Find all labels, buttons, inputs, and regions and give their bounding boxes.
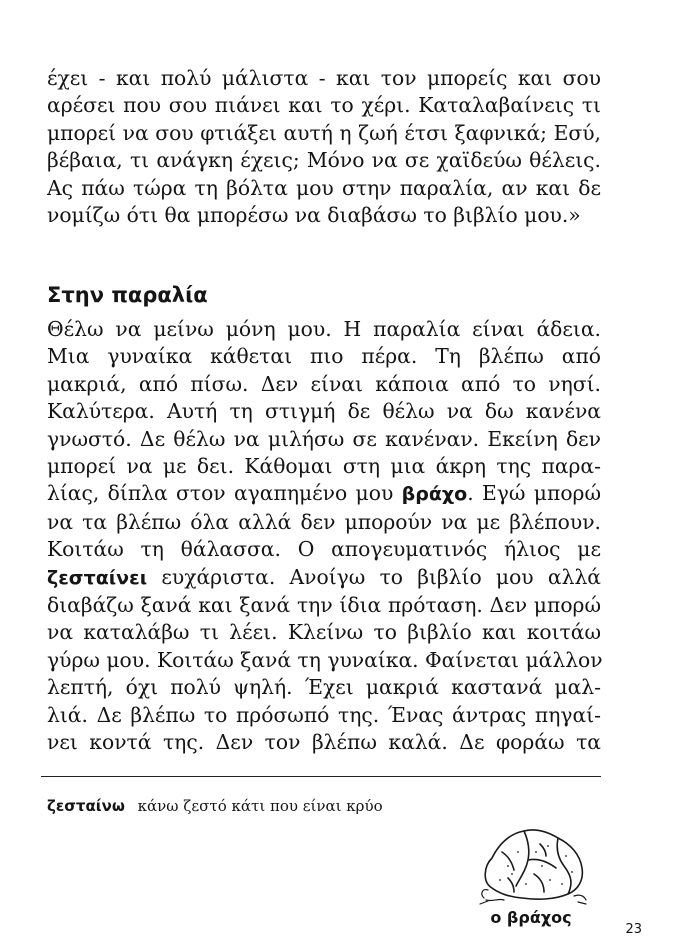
keyword-zestainei: ζεσταίνει xyxy=(47,566,148,589)
glossary-entry xyxy=(47,796,383,816)
illustration-caption: ο βράχος xyxy=(490,908,572,927)
text-line: να τα βλέπω όλα αλλά δεν μπορούν να με βλέπουν. xyxy=(47,509,601,534)
text-line: γνωστό. Δε θέλω να μιλήσω σε κανέναν. Εκείνη δεν xyxy=(47,426,601,451)
text-line: μπορεί να σου φτιάξει αυτή η ζωή έτσι ξαφνικά; Εσύ, xyxy=(47,120,601,145)
text-line: λεπτή, όχι πολύ ψηλή. Έχει μακριά καστανά μαλ- xyxy=(47,675,601,700)
text-line: νει κοντά της. Δεν τον βλέπω καλά. Δε φοράω τα xyxy=(47,730,601,755)
text-line: νομίζω ότι θα μπορέσω να διαβάσω το βιβλίο μου.» xyxy=(47,203,581,228)
line-text: λίας, δίπλα στον αγαπημένο μου xyxy=(47,481,402,506)
glossary-term: ζεσταίνω xyxy=(47,797,125,815)
text-line xyxy=(47,480,601,508)
text-line: Μια γυναίκα κάθεται πιο πέρα. Τη βλέπω από xyxy=(47,344,601,369)
page-number: 23 xyxy=(625,922,642,937)
keyword-brachos: βράχο xyxy=(401,483,468,506)
text-line: λιά. Δε βλέπω το πρόσωπό της. Ένας άντρας πηγαί- xyxy=(47,702,601,727)
line-text: ευχάριστα. Ανοίγω το βιβλίο μου αλλά xyxy=(147,564,601,589)
text-line: γύρω μου. Κοιτάω ξανά τη γυναίκα. Φαίνεται μάλλον xyxy=(47,647,603,672)
glossary-definition: κάνω ζεστό κάτι που είναι κρύο xyxy=(137,797,383,815)
text-line: διαβάζω ξανά και ξανά την ίδια πρόταση. Δεν μπορώ xyxy=(47,593,601,618)
section-heading: Στην παραλία xyxy=(47,283,208,307)
text-line: Θέλω να μείνω μόνη μου. Η παραλία είναι άδεια. xyxy=(47,317,601,341)
footnote-divider xyxy=(41,776,601,777)
body-paragraph xyxy=(47,316,601,757)
text-line: να καταλάβω τι λέει. Κλείνω το βιβλίο και κοιτάω xyxy=(47,620,601,645)
text-line xyxy=(47,564,601,592)
rock-icon xyxy=(478,822,590,906)
text-line: Καλύτερα. Αυτή τη στιγμή δε θέλω να δω κανένα xyxy=(47,399,601,424)
text-line: Κοιτάω τη θάλασσα. Ο απογευματινός ήλιος με xyxy=(47,537,601,562)
text-line: βέβαια, τι ανάγκη έχεις; Μόνο να σε χαϊδεύω θέλεις. xyxy=(47,148,601,173)
intro-paragraph xyxy=(47,65,601,229)
text-line: Ας πάω τώρα τη βόλτα μου στην παραλία, αν και δε xyxy=(47,175,601,200)
text-line: μπορεί να με δει. Κάθομαι στη μια άκρη της παρα- xyxy=(47,454,601,479)
line-text: . Εγώ μπορώ xyxy=(467,481,601,506)
text-line: έχει - και πολύ μάλιστα - και τον μπορείς και σου xyxy=(47,66,601,90)
text-line: αρέσει που σου πιάνει και το χέρι. Καταλαβαίνεις τι xyxy=(47,93,601,118)
text-line: μακριά, από πίσω. Δεν είναι κάποια από το νησί. xyxy=(47,371,601,396)
